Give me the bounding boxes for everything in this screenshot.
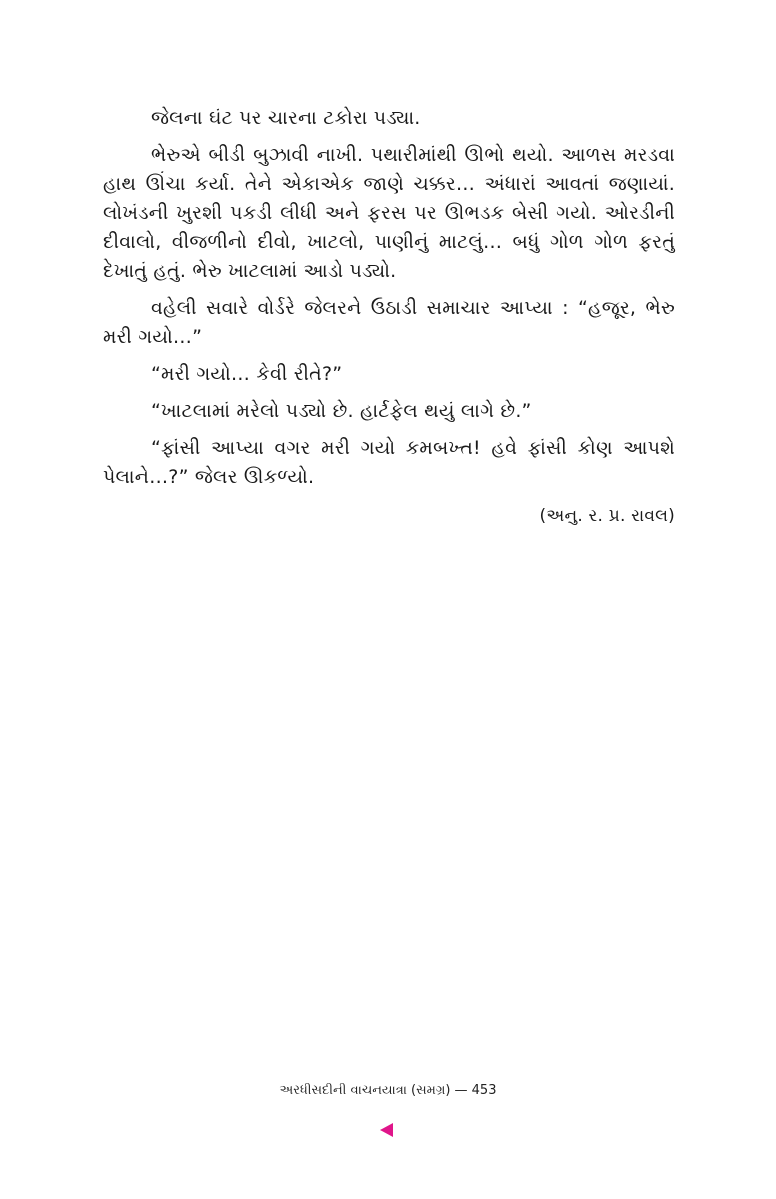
paragraph-4: “મરી ગયો… કેવી રીતે?” <box>151 363 343 385</box>
paragraph-2: ભેરુએ બીડી બુઝાવી નાખી. પથારીમાંથી ઊભો થયો. આળસ મરડવા હાથ ઊંચા કર્યા. તેને એકાએક જાણે ચક્કર… અંધારાં આવતાં જણાયાં. લોખંડની ખુરશી પકડી લીધી અને ફરસ પર ઊભડક બેસી ગયો. ઓરડીની દીવાલો, વીજળીનો દીવો, ખાટલો, પાણીનું માટલું… બધું ગોળ ગોળ ફરતું દેખાતું હતું. ભેરુ ખાટલામાં આડો પડ્યો. <box>103 144 675 282</box>
paragraph-5: “ખાટલામાં મરેલો પડ્યો છે. હાર્ટફેલ થયું લાગે છે.” <box>151 400 532 422</box>
paragraph-1: જેલના ઘંટ પર ચારના ટકોરા પડ્યા. <box>151 107 421 129</box>
previous-page-icon[interactable] <box>380 1123 393 1137</box>
translator-credit: (અનુ. ર. પ્ર. રાવલ) <box>539 506 675 526</box>
page-footer: અરધીસદીની વાચનયાત્રા (સમગ્ર) — 453 <box>279 1083 497 1098</box>
story-text <box>103 104 675 531</box>
paragraph-6: “ફાંસી આપ્યા વગર મરી ગયો કમબખ્ત! હવે ફાંસી કોણ આપશે પેલાને…?” જેલર ઊકળ્યો. <box>103 437 675 488</box>
paragraph-3: વહેલી સવારે વોર્ડરે જેલરને ઉઠાડી સમાચાર આપ્યા : “હજૂર, ભેરુ મરી ગયો…” <box>103 297 675 348</box>
